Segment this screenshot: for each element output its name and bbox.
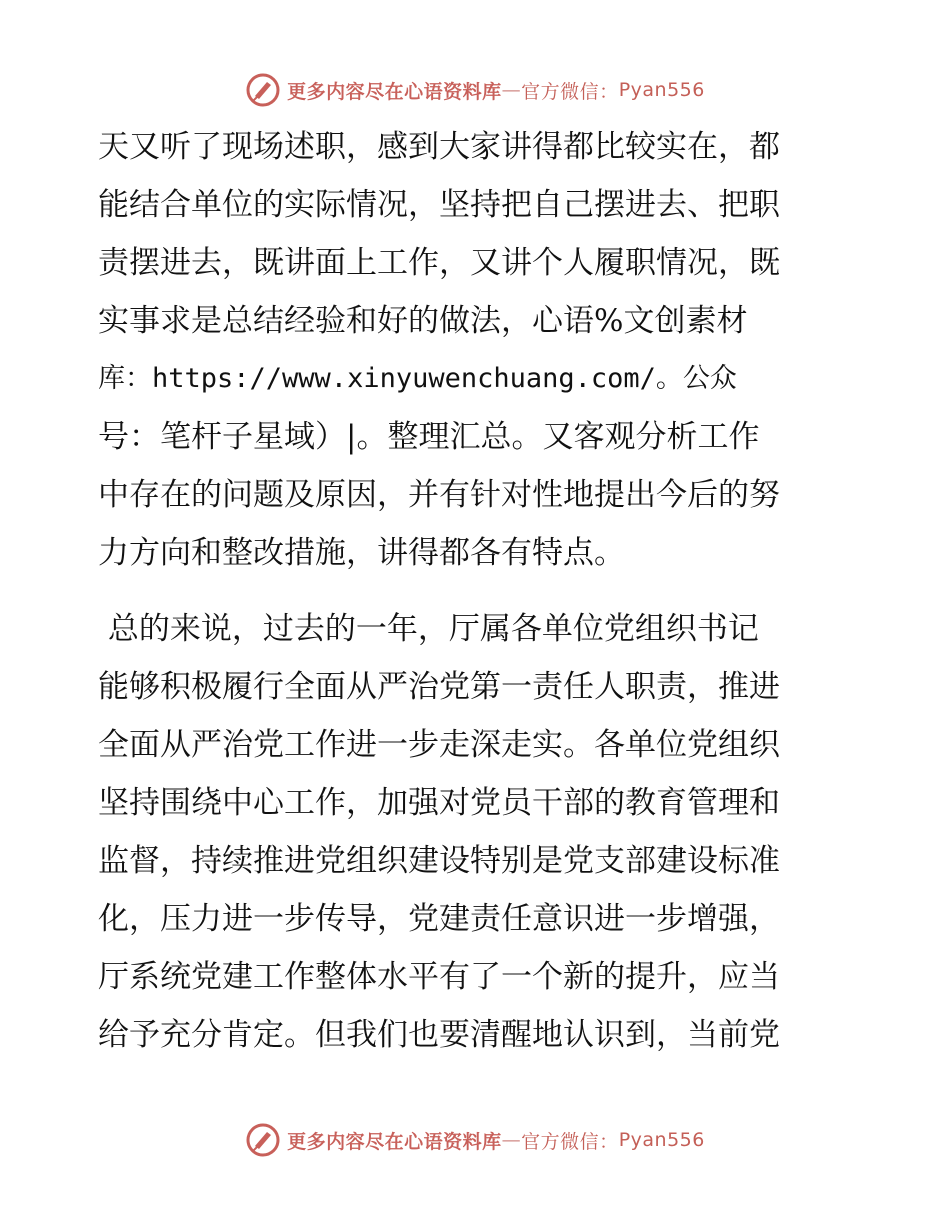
watermark-separator: —: [501, 79, 522, 101]
text-line: 力方向和整改措施，讲得都各有特点。: [98, 535, 625, 571]
text-line: 能结合单位的实际情况，坚持把自己摆进去、把职: [98, 187, 780, 223]
watermark-wechat-id: Pyan556: [618, 79, 705, 101]
text-line: 号：笔杆子星域）|。整理汇总。又客观分析工作: [98, 419, 760, 455]
text-line: 给予充分肯定。但我们也要清醒地认识到，当前党: [98, 1017, 780, 1053]
watermark-wechat-label: 官方微信：: [521, 1130, 619, 1153]
footer-watermark: [0, 1120, 950, 1160]
paragraph-1: [98, 118, 858, 582]
text-line: 天又听了现场述职，感到大家讲得都比较实在，都: [98, 129, 780, 165]
text-line: 化，压力进一步传导，党建责任意识进一步增强，: [98, 901, 780, 937]
text-line: 责摆进去，既讲面上工作，又讲个人履职情况，既: [98, 245, 780, 281]
text-line: 总的来说，过去的一年，厅属各单位党组织书记: [98, 611, 759, 647]
hand-pen-logo-icon: [245, 1122, 281, 1158]
watermark-wechat-label: 官方微信：: [521, 80, 619, 103]
text-line: 监督，持续推进党组织建设特别是党支部建设标准: [98, 843, 780, 879]
hand-pen-logo-icon: [245, 72, 281, 108]
text-line: 实事求是总结经验和好的做法，心语%文创素材: [98, 303, 748, 339]
document-body: [98, 118, 858, 1064]
text-line: 中存在的问题及原因，并有针对性地提出今后的努: [98, 477, 780, 513]
text-line: 厅系统党建工作整体水平有了一个新的提升，应当: [98, 959, 780, 995]
text-line: 能够积极履行全面从严治党第一责任人职责，推进: [98, 669, 780, 705]
text-line-url: 库：https://www.xinyuwenchuang.com/。公众: [98, 363, 737, 394]
text-line: 全面从严治党工作进一步走深走实。各单位党组织: [98, 727, 780, 763]
watermark-site-text: 更多内容尽在心语资料库: [287, 1130, 502, 1153]
paragraph-2: [98, 600, 858, 1064]
watermark-wechat-id: Pyan556: [618, 1129, 705, 1151]
header-watermark: [0, 70, 950, 110]
text-line: 坚持围绕中心工作，加强对党员干部的教育管理和: [98, 785, 780, 821]
watermark-site-text: 更多内容尽在心语资料库: [287, 80, 502, 103]
watermark-separator: —: [501, 1129, 522, 1151]
